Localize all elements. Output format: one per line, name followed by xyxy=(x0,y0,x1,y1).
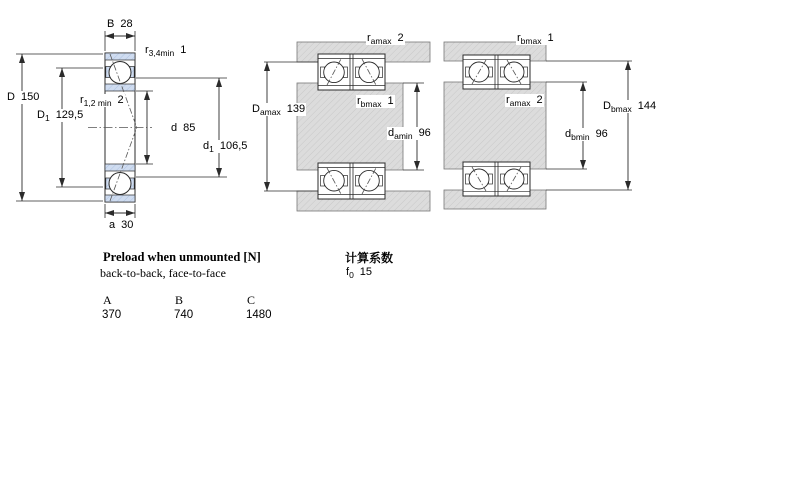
dim-B-lines xyxy=(105,31,135,51)
preload-value-B: 740 xyxy=(174,309,194,321)
preload-col-C: C xyxy=(247,293,256,307)
dim-label-Damax: $D_{amax}$ 139 xyxy=(252,103,306,118)
calculation-title: 计算系数 xyxy=(345,251,394,265)
dim-label-d1: $d_1$ 106,5 xyxy=(203,140,248,155)
ball-bottom xyxy=(109,173,131,195)
dim-label-r34min: $r_{3,4min}$ 1 xyxy=(145,44,187,59)
outer-ring-top xyxy=(105,53,135,60)
preload-subtitle: back-to-back, face-to-face xyxy=(100,266,226,280)
bearing-pair-top xyxy=(318,54,385,90)
dim-label-D1: $D_1$ 129,5 xyxy=(37,109,84,124)
dim-label-ramax-middle: $r_{amax}$ 2 xyxy=(367,32,404,47)
right-arrangement-drawing xyxy=(444,42,632,209)
bearing-pair-bottom xyxy=(318,163,385,199)
preload-col-B: B xyxy=(175,293,184,307)
bearing-pair-bottom xyxy=(463,162,530,196)
preload-value-A: 370 xyxy=(102,309,122,321)
dim-label-D: D 150 xyxy=(7,91,40,103)
dim-a-lines xyxy=(105,204,135,218)
preload-value-C: 1480 xyxy=(246,309,272,321)
dim-label-rbmax-right: $r_{bmax}$ 1 xyxy=(517,32,554,47)
outer-ring-bottom xyxy=(105,195,135,202)
dim-label-rbmax-middle: $r_{bmax}$ 1 xyxy=(357,95,394,110)
preload-col-A: A xyxy=(103,293,112,307)
preload-title: Preload when unmounted [N] xyxy=(103,250,261,264)
bearing-pair-top xyxy=(463,55,530,89)
dim-label-d: d 85 xyxy=(171,122,196,134)
inner-ring-bottom xyxy=(105,164,135,171)
dim-dbmin-lines xyxy=(546,82,587,169)
ball-top xyxy=(109,62,131,84)
dim-label-dbmin: $d_{bmin}$ 96 xyxy=(565,128,608,143)
inner-ring-top xyxy=(105,84,135,91)
calculation-f0: $f_0$ 15 xyxy=(346,266,373,281)
dim-label-Dbmax: $D_{bmax}$ 144 xyxy=(603,100,657,115)
dim-label-a: a 30 xyxy=(109,219,134,231)
dim-label-ramax-right: $r_{amax}$ 2 xyxy=(506,94,543,109)
dim-label-B: B 28 xyxy=(107,18,133,30)
dim-label-r12min: $r_{1,2 min}$ 2 xyxy=(80,94,124,109)
dim-label-damin: $d_{amin}$ 96 xyxy=(388,127,431,142)
dim-Dbmax-lines xyxy=(546,61,632,190)
